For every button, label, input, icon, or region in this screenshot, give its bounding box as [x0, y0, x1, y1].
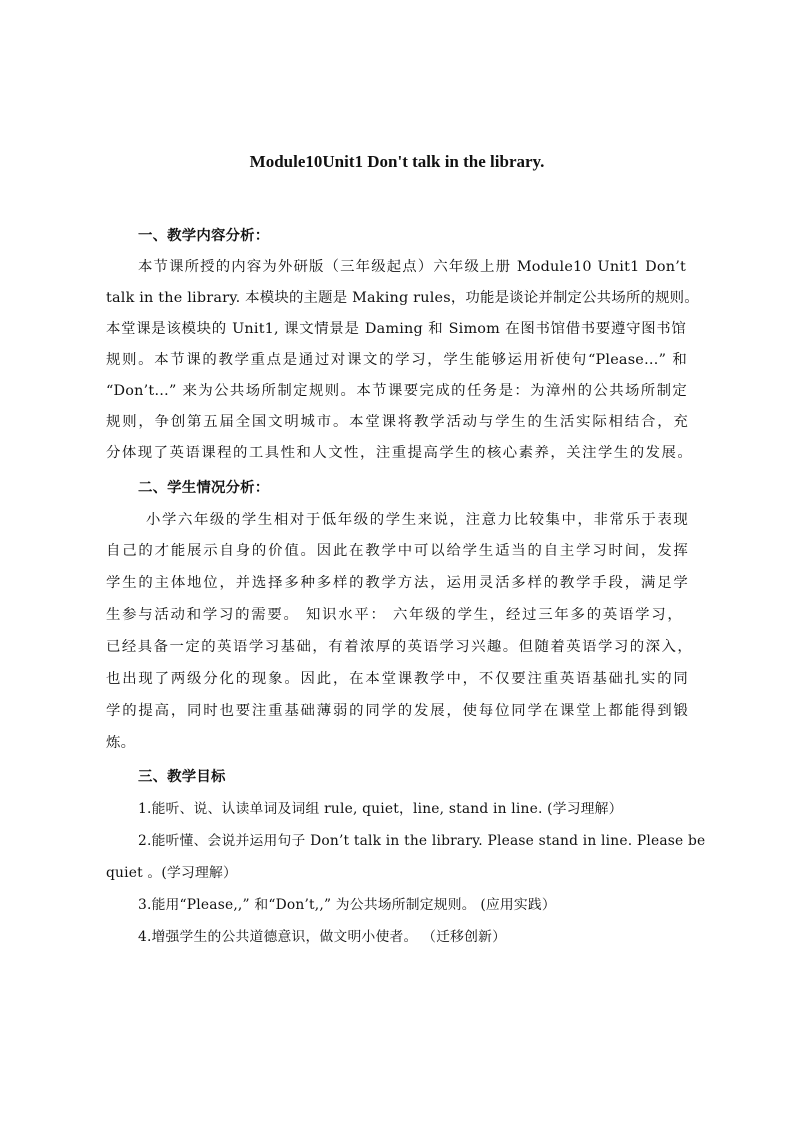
- paragraph-line: 炼。: [106, 735, 136, 751]
- paragraph-line: 已经具备一定的英语学习基础，有着浓厚的英语学习兴趣。但随着英语学习的深入，: [106, 639, 692, 655]
- paragraph-line: 学的提高，同时也要注重基础薄弱的同学的发展，使每位同学在课堂上都能得到锻: [106, 703, 688, 719]
- section-heading-teaching-objectives: 三、教学目标: [138, 768, 226, 785]
- paragraph-line: “Don’t…” 来为公共场所制定规则。本节课要完成的任务是：为漳州的公共场所制定: [106, 383, 687, 399]
- paragraph-line: 学生的主体地位，并选择多种多样的教学方法，运用灵活多样的教学手段，满足学: [106, 575, 688, 591]
- paragraph-line: talk in the library. 本模块的主题是 Making rules，功能是谈论并制定公共场所的规则。: [106, 290, 699, 306]
- paragraph-line: 本节课所授的内容为外研版（三年级起点）六年级上册 Module10 Unit1 Don’t: [138, 259, 686, 275]
- paragraph-line: 自己的才能展示自身的价值。因此在教学中可以给学生适当的自主学习时间，发挥: [106, 543, 688, 559]
- objective-item-continuation: quiet 。(学习理解）: [106, 865, 237, 881]
- paragraph-line: 生参与活动和学习的需要。 知识水平： 六年级的学生，经过三年多的英语学习，: [106, 607, 682, 623]
- paragraph-line: 规则。本节课的教学重点是通过对课文的学习，学生能够运用祈使句“Please…” 和: [106, 352, 687, 368]
- paragraph-line: 也出现了两级分化的现象。因此，在本堂课教学中，不仅要注重英语基础扎实的同: [106, 671, 688, 687]
- document-title: Module10Unit1 Don't talk in the library.: [249, 152, 545, 171]
- paragraph-line: 本堂课是该模块的 Unit1, 课文情景是 Daming 和 Simom 在图书馆借书要遵守图书馆: [106, 321, 686, 337]
- section-heading-content-analysis: 一、教学内容分析：: [138, 227, 270, 244]
- objective-item: 2.能听懂、会说并运用句子 Don’t talk in the library. Please stand in line. Please be: [138, 833, 706, 849]
- paragraph-line: 分体现了英语课程的工具性和人文性，注重提高学生的核心素养，关注学生的发展。: [106, 445, 692, 461]
- objective-item: 1.能听、说、认读单词及词组 rule, quiet，line, stand in line. (学习理解）: [138, 801, 623, 817]
- paragraph-line: 规则，争创第五届全国文明城市。本堂课将教学活动与学生的生活实际相结合，充: [106, 414, 688, 430]
- paragraph-line: 小学六年级的学生相对于低年级的学生来说，注意力比较集中，非常乐于表现: [146, 512, 688, 528]
- objective-item: 4.增强学生的公共道德意识，做文明小使者。 （迁移创新）: [138, 929, 507, 945]
- objective-item: 3.能用“Please,,” 和“Don’t,,” 为公共场所制定规则。 (应用实践）: [138, 897, 556, 913]
- section-heading-student-analysis: 二、学生情况分析：: [138, 479, 270, 496]
